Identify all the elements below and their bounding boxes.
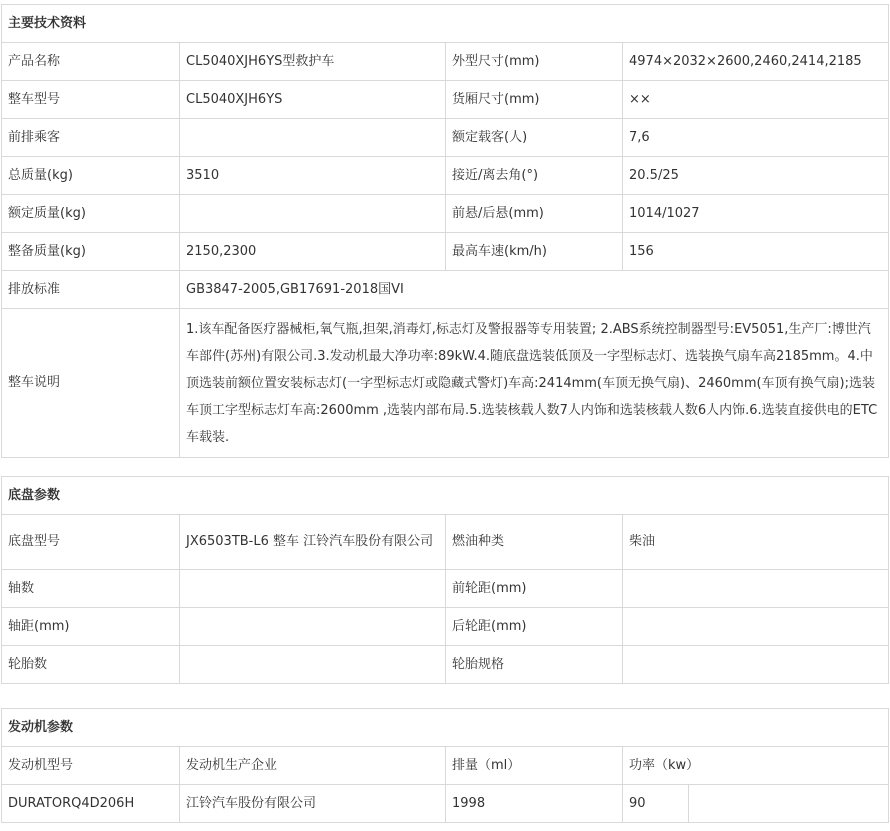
table-row	[2, 43, 889, 81]
value-max-speed: 156	[623, 233, 889, 271]
label-curb-mass: 整备质量(kg)	[2, 233, 180, 271]
label-total-mass: 总质量(kg)	[2, 157, 180, 195]
value-displacement: 1998	[446, 785, 623, 823]
value-curb-mass: 2150,2300	[180, 233, 446, 271]
table-row	[2, 195, 889, 233]
value-product-name: CL5040XJH6YS型救护车	[180, 43, 446, 81]
table-row	[2, 570, 889, 608]
main-spec-table	[1, 4, 889, 458]
engine-spec-table	[1, 708, 889, 823]
header-power: 功率（kw）	[623, 747, 889, 785]
label-emission-standard: 排放标准	[2, 271, 180, 309]
label-wheelbase: 轴距(mm)	[2, 608, 180, 646]
value-rated-mass	[180, 195, 446, 233]
table-row	[2, 515, 889, 570]
label-fuel-type: 燃油种类	[446, 515, 623, 570]
value-wheelbase	[180, 608, 446, 646]
label-product-name: 产品名称	[2, 43, 180, 81]
value-total-mass: 3510	[180, 157, 446, 195]
label-front-track: 前轮距(mm)	[446, 570, 623, 608]
value-vehicle-model: CL5040XJH6YS	[180, 81, 446, 119]
table-row	[2, 157, 889, 195]
label-axle-count: 轴数	[2, 570, 180, 608]
section-title-chassis: 底盘参数	[2, 477, 889, 515]
label-front-passengers: 前排乘客	[2, 119, 180, 157]
label-front-rear-overhang: 前悬/后悬(mm)	[446, 195, 623, 233]
table-row	[2, 119, 889, 157]
table-row	[2, 233, 889, 271]
label-tire-spec: 轮胎规格	[446, 646, 623, 684]
label-rear-track: 后轮距(mm)	[446, 608, 623, 646]
value-cargo-dimensions: ××	[623, 81, 889, 119]
value-axle-count	[180, 570, 446, 608]
label-approach-departure-angle: 接近/离去角(°)	[446, 157, 623, 195]
label-rated-passengers: 额定载客(人)	[446, 119, 623, 157]
label-rated-mass: 额定质量(kg)	[2, 195, 180, 233]
value-chassis-model: JX6503TB-L6 整车 江铃汽车股份有限公司	[180, 515, 446, 570]
table-header-row	[2, 747, 889, 785]
header-displacement: 排量（ml）	[446, 747, 623, 785]
table-row	[2, 646, 889, 684]
value-vehicle-notes: 1.该车配备医疗器械柜,氧气瓶,担架,消毒灯,标志灯及警报器等专用装置; 2.ABS系统控制器型号:EV5051,生产厂:博世汽车部件(苏州)有限公司.3.发动机最大净功率:89kW.4.随底盘选装低顶及一字型标志灯、选装换气扇车高2185mm。4.中顶选装前额位置安装标志灯(一字型标志灯或隐藏式警灯)车高:2414mm(车顶无换气扇)、2460mm(车顶有换气扇);选装车顶工字型标志灯车高:2600mm ,选装内部布局.5.选装核载人数7人内饰和选装核载人数6人内饰.6.选装直接供电的ETC车载装.	[180, 309, 889, 458]
label-vehicle-model: 整车型号	[2, 81, 180, 119]
table-row	[2, 81, 889, 119]
value-approach-departure-angle: 20.5/25	[623, 157, 889, 195]
table-row	[2, 271, 889, 309]
value-power: 90	[623, 785, 689, 822]
power-cell	[623, 785, 889, 823]
value-front-rear-overhang: 1014/1027	[623, 195, 889, 233]
value-engine-manufacturer: 江铃汽车股份有限公司	[180, 785, 446, 823]
value-rear-track	[623, 608, 889, 646]
label-max-speed: 最高车速(km/h)	[446, 233, 623, 271]
value-front-track	[623, 570, 889, 608]
value-emission-standard: GB3847-2005,GB17691-2018国VI	[180, 271, 889, 309]
value-outer-dimensions: 4974×2032×2600,2460,2414,2185	[623, 43, 889, 81]
label-cargo-dimensions: 货厢尺寸(mm)	[446, 81, 623, 119]
value-tire-spec	[623, 646, 889, 684]
section-title-main: 主要技术资料	[2, 5, 889, 43]
value-fuel-type: 柴油	[623, 515, 889, 570]
chassis-spec-table	[1, 476, 889, 684]
value-rated-passengers: 7,6	[623, 119, 889, 157]
value-engine-model: DURATORQ4D206H	[2, 785, 180, 823]
label-vehicle-notes: 整车说明	[2, 309, 180, 458]
label-outer-dimensions: 外型尺寸(mm)	[446, 43, 623, 81]
label-chassis-model: 底盘型号	[2, 515, 180, 570]
header-engine-model: 发动机型号	[2, 747, 180, 785]
table-row	[2, 309, 889, 458]
value-front-passengers	[180, 119, 446, 157]
section-title-engine: 发动机参数	[2, 709, 889, 747]
value-tire-count	[180, 646, 446, 684]
table-row	[2, 608, 889, 646]
label-tire-count: 轮胎数	[2, 646, 180, 684]
header-engine-manufacturer: 发动机生产企业	[180, 747, 446, 785]
table-row	[2, 785, 889, 823]
